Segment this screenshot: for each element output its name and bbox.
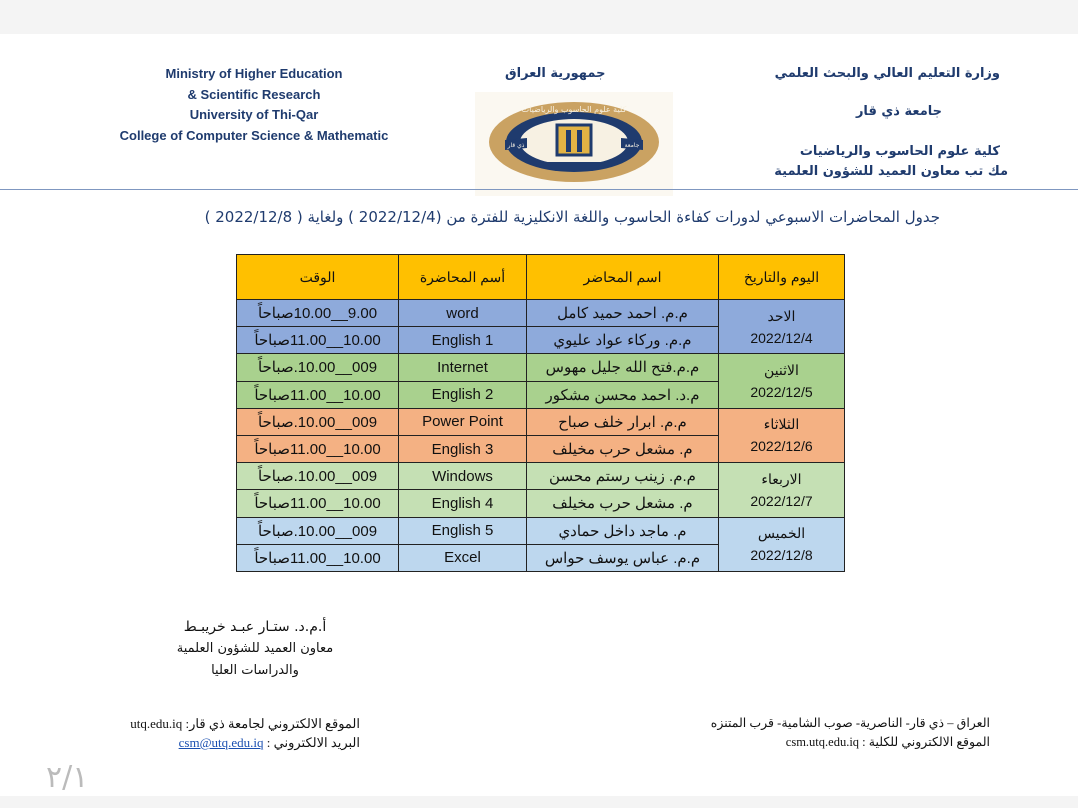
- lecturer-cell: م. مشعل حرب مخيلف: [527, 435, 719, 462]
- day-name: الخميس: [757, 525, 806, 542]
- lecturer-cell: م.م. ابرار خلف صباح: [527, 408, 719, 435]
- email-label: البريد الالكتروني :: [263, 735, 360, 750]
- day-cell: [719, 300, 845, 354]
- header-divider: [0, 189, 1078, 190]
- email-line: [100, 733, 360, 752]
- college-en: College of Computer Science & Mathematic: [119, 127, 389, 143]
- col-header-course: أسم المحاضرة: [399, 255, 527, 300]
- day-name: الاحد: [767, 307, 796, 324]
- ministry-ar: وزارة التعليم العالي والبحث العلمي: [774, 66, 1000, 81]
- research-en: & Scientific Research: [187, 86, 321, 102]
- office-ar: مك تب معاون العميد للشؤون العلمية: [774, 164, 1008, 179]
- footer-left: [100, 714, 360, 752]
- day-date: 2022/12/4: [750, 329, 813, 346]
- republic-label: جمهورية العراق: [505, 66, 606, 81]
- course-cell: English 5: [399, 517, 527, 544]
- lecturer-cell: م. ماجد داخل حمادي: [527, 517, 719, 544]
- document-page: [0, 34, 1078, 796]
- ministry-en: Ministry of Higher Education: [165, 66, 343, 81]
- table-row: [237, 517, 845, 544]
- logo-side-left: ذي قار: [507, 142, 525, 149]
- lecturer-cell: م.د. احمد محسن مشكور: [527, 381, 719, 408]
- time-cell: 10.00__11.00صباحاً: [237, 544, 399, 571]
- time-cell: 10.00__11.00صباحاً: [237, 327, 399, 354]
- college-logo: [475, 92, 673, 196]
- lecturer-cell: م.م. احمد حميد كامل: [527, 300, 719, 327]
- day-cell: [719, 408, 845, 462]
- col-header-lecturer: اسم المحاضر: [527, 255, 719, 300]
- day-date: 2022/12/5: [750, 384, 813, 401]
- time-cell: 10.00__11.00صباحاً: [237, 490, 399, 517]
- signature-block: [150, 616, 360, 682]
- signatory-name: أ.م.د. ستـار عبـد خريبـط: [183, 619, 327, 635]
- schedule-table: [236, 254, 845, 572]
- day-cell: [719, 354, 845, 408]
- time-cell: 009__10.00.صباحاً: [237, 517, 399, 544]
- page-number: ٢/١: [46, 760, 89, 795]
- address-line: العراق – ذي قار- الناصرية- صوب الشامية- قرب المتنزه: [710, 716, 990, 730]
- course-cell: Excel: [399, 544, 527, 571]
- col-header-day: اليوم والتاريخ: [719, 255, 845, 300]
- time-cell: 10.00__11.00صباحاً: [237, 435, 399, 462]
- day-cell: [719, 517, 845, 571]
- college-website: الموقع الالكتروني للكلية : csm.utq.edu.iq: [785, 735, 990, 749]
- table-header-row: [237, 255, 845, 300]
- logo-side-right: جامعة: [624, 142, 640, 149]
- logo-ring-text: كلية علوم الحاسوب والرياضيات: [521, 105, 627, 114]
- day-name: الاربعاء: [761, 470, 802, 487]
- lecturer-cell: م.م. زينب رستم محسن: [527, 463, 719, 490]
- schedule-title: جدول المحاضرات الاسبوعي لدورات كفاءة الحاسوب واللغة الانكليزية للفترة من (2022/12/4 ) ولغاية ( 2022/12/8 ): [204, 208, 940, 226]
- university-website: الموقع الالكتروني لجامعة ذي قار: utq.edu.iq: [130, 716, 360, 731]
- course-cell: English 4: [399, 490, 527, 517]
- day-name: الاثنين: [764, 362, 799, 379]
- time-cell: 10.00__11.00صباحاً: [237, 381, 399, 408]
- signatory-title: معاون العميد للشؤون العلمية: [176, 641, 334, 656]
- course-cell: Windows: [399, 463, 527, 490]
- course-cell: Internet: [399, 354, 527, 381]
- college-ar: كلية علوم الحاسوب والرياضيات: [799, 144, 1000, 159]
- lecturer-cell: م.م. وركاء عواد عليوي: [527, 327, 719, 354]
- lecturer-cell: م. مشعل حرب مخيلف: [527, 490, 719, 517]
- day-name: الثلاثاء: [763, 416, 800, 433]
- day-date: 2022/12/8: [750, 547, 813, 564]
- day-cell: [719, 463, 845, 517]
- time-cell: 009__10.00.صباحاً: [237, 408, 399, 435]
- time-cell: 9.00__10.00صباحاً: [237, 300, 399, 327]
- day-date: 2022/12/6: [750, 438, 813, 455]
- time-cell: 009__10.00.صباحاً: [237, 354, 399, 381]
- header-english-block: [104, 64, 404, 146]
- col-header-time: الوقت: [237, 255, 399, 300]
- table-row: [237, 300, 845, 327]
- university-ar: جامعة ذي قار: [855, 104, 942, 119]
- university-en: University of Thi-Qar: [189, 107, 319, 122]
- signatory-title-2: والدراسات العليا: [211, 663, 299, 678]
- course-cell: English 1: [399, 327, 527, 354]
- course-cell: English 3: [399, 435, 527, 462]
- table-row: [237, 463, 845, 490]
- table-row: [237, 354, 845, 381]
- course-cell: Power Point: [399, 408, 527, 435]
- lecturer-cell: م.م.فتح الله جليل مهوس: [527, 354, 719, 381]
- table-row: [237, 408, 845, 435]
- time-cell: 009__10.00.صباحاً: [237, 463, 399, 490]
- footer-right: [700, 714, 990, 752]
- lecturer-cell: م.م. عباس يوسف حواس: [527, 544, 719, 571]
- email-link[interactable]: csm@utq.edu.iq: [178, 735, 264, 750]
- course-cell: word: [399, 300, 527, 327]
- day-date: 2022/12/7: [750, 492, 813, 509]
- course-cell: English 2: [399, 381, 527, 408]
